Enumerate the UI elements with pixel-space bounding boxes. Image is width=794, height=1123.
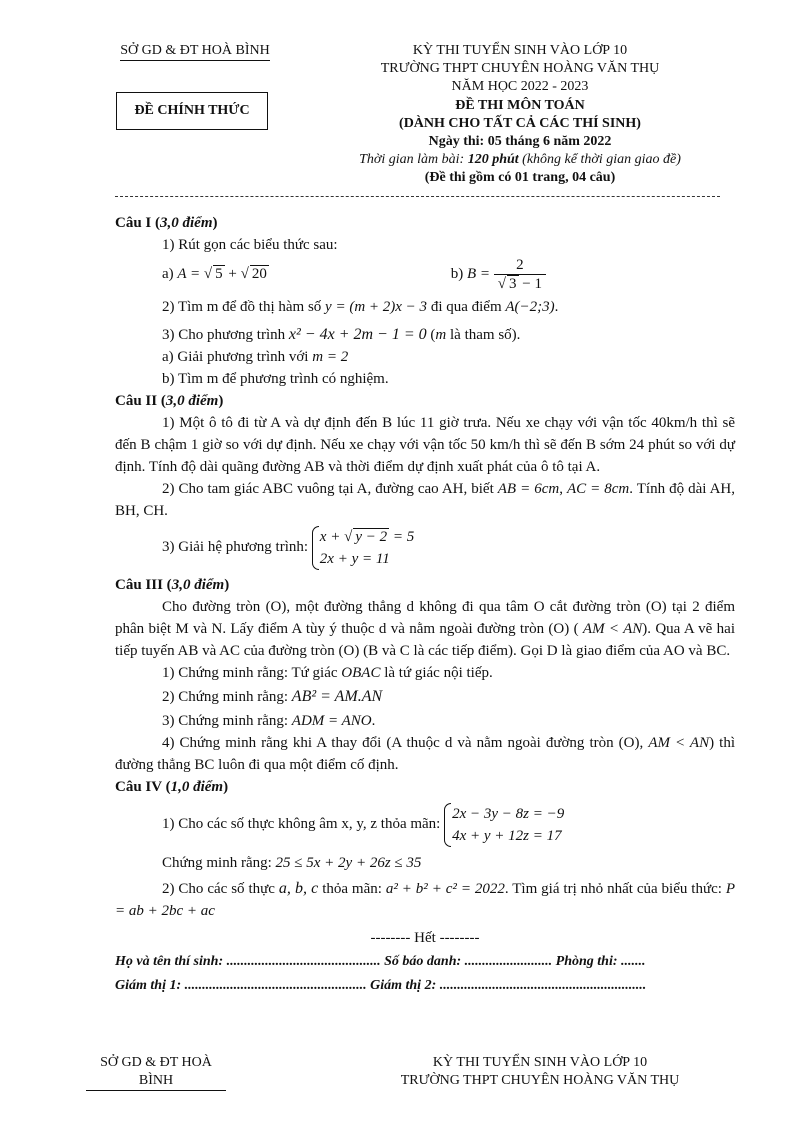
official-stamp-box (116, 92, 268, 130)
proctor-line: Giám thị 1: .................................................... Giám thị 2: ........................................................... (115, 978, 647, 993)
q2-part1: 1) Một ô tô đi từ A và dự định đến B lúc 11 giờ trưa. Nếu xe chạy với vận tốc 40km/h thì sẽ đến B chậm 1 giờ so với dự định. Nếu xe chạy với vận tốc 50 km/h thì sẽ đến B sớm 24 phút so với dự định. Tính độ dài quãng đường AB và thời điểm dự định xuất phát của ô tô tại A. (115, 415, 735, 475)
q2-part3: 3) Giải hệ phương trình: x + √ y − 2 = 5 2x + y = 11 (115, 522, 735, 572)
q4-system (444, 803, 564, 847)
q1-part3: 3) Cho phương trình x² − 4x + 2m − 1 = 0 (m là tham số). (162, 326, 521, 343)
question-1-heading: Câu I (3,0 điểm) (115, 215, 218, 231)
q4-part2: 2) Cho các số thực a, b, c thỏa mãn: a² + b² + c² = 2022. Tìm giá trị nhỏ nhất của biểu thức: P = ab + 2bc + ac (115, 880, 736, 919)
q4-part1: 1) Cho các số thực không âm x, y, z thỏa mãn: 2x − 3y − 8z = −9 4x + y + 12z = 17 (115, 798, 735, 850)
q4-system-row2: 4x + y + 12z = 17 (452, 827, 562, 844)
q1-b: b) B = $\frac{2}{√ 3 - 1}$ (451, 266, 546, 282)
q2-system (312, 526, 414, 570)
next-page-header (320, 1054, 760, 1090)
q4-part1-prove: Chứng minh rằng: 25 ≤ 5x + 2y + 26z ≤ 35 (162, 855, 422, 871)
candidate-info-line: Họ và tên thí sinh: ............................................ Số báo danh: ......................... Phòng thi: ....... (115, 954, 646, 969)
exam-content (115, 212, 735, 998)
q3-part4: 4) Chứng minh rằng khi A thay đổi (A thuộc d và nằm ngoài đường tròn (O), AM < AN) thì đường thẳng BC luôn đi qua một điểm cố định. (115, 735, 735, 773)
q3-intro: Cho đường tròn (O), một đường thẳng d không đi qua tâm O cắt đường tròn (O) tại 2 điểm phân biệt M và N. Lấy điểm A tùy ý thuộc d và nằm ngoài đường tròn (O) ( AM < AN). Qua A vẽ hai tiếp tuyến AB và AC của đường tròn (O) (B và C là các tiếp điểm). Gọi D là giao điểm của AO và BC. (115, 599, 735, 659)
q1-part3a: a) Giải phương trình với m = 2 (162, 349, 349, 365)
q2-system-row2: 2x + y = 11 (319, 550, 390, 567)
q3-part1: 1) Chứng minh rằng: Tứ giác OBAC là tứ giác nội tiếp. (162, 665, 493, 681)
q2-part2: 2) Cho tam giác ABC vuông tại A, đường cao AH, biết AB = 6cm, AC = 8cm. Tính độ dài AH, BH, CH. (115, 481, 736, 519)
q1-part1-expressions (115, 256, 735, 290)
q1-part3b: b) Tìm m để phương trình có nghiệm. (162, 371, 389, 387)
audience-note: (DÀNH CHO TẤT CẢ CÁC THÍ SINH) (399, 115, 641, 131)
time-allowed: Thời gian làm bài: 120 phút (không kể thời gian giao đề) (359, 152, 681, 168)
next-page-school: TRƯỜNG THPT CHUYÊN HOÀNG VĂN THỤ (400, 1073, 680, 1089)
pages-note: (Đề thi gồm có 01 trang, 04 câu) (424, 170, 616, 186)
question-4-heading: Câu IV (1,0 điểm) (115, 779, 229, 795)
q1-part1: 1) Rút gọn các biểu thức sau: (162, 237, 338, 253)
question-2-heading: Câu II (3,0 điểm) (115, 393, 224, 409)
q2-system-row1: x + √ y − 2 = 5 (319, 528, 415, 545)
department-block (115, 42, 275, 61)
next-page-exam-title: KỲ THI TUYỂN SINH VÀO LỚP 10 (432, 1055, 648, 1070)
school-year: NĂM HỌC 2022 - 2023 (451, 79, 589, 95)
exam-header (300, 42, 740, 188)
q3-part2: 2) Chứng minh rằng: AB² = AM.AN (162, 688, 383, 705)
q1-a: a) A = √ 5 + √ 20 (162, 265, 267, 282)
school-name: TRƯỜNG THPT CHUYÊN HOÀNG VĂN THỤ (380, 61, 660, 77)
q1-part2: 2) Tìm m để đồ thị hàm số y = (m + 2)x − 3 đi qua điểm A(−2;3). (162, 299, 559, 315)
q1-b-fraction: $\frac{2}{√ 3 - 1}$ (494, 256, 546, 293)
question-3-heading: Câu III (3,0 điểm) (115, 577, 230, 593)
official-label: ĐỀ CHÍNH THỨC (134, 103, 250, 118)
exam-date: Ngày thi: 05 tháng 6 năm 2022 (428, 133, 612, 149)
subject-title: ĐỀ THI MÔN TOÁN (455, 97, 585, 113)
q4-system-row1: 2x − 3y − 8z = −9 (452, 805, 565, 822)
q3-part3: 3) Chứng minh rằng: ADM = ANO. (162, 713, 376, 729)
end-mark: -------- Hết -------- (370, 930, 480, 946)
next-page-department: SỞ GD & ĐT HOÀ BÌNH (86, 1054, 226, 1091)
header-separator (115, 196, 720, 197)
department-name: SỞ GD & ĐT HOÀ BÌNH (120, 42, 269, 61)
exam-title: KỲ THI TUYỂN SINH VÀO LỚP 10 (412, 43, 628, 58)
